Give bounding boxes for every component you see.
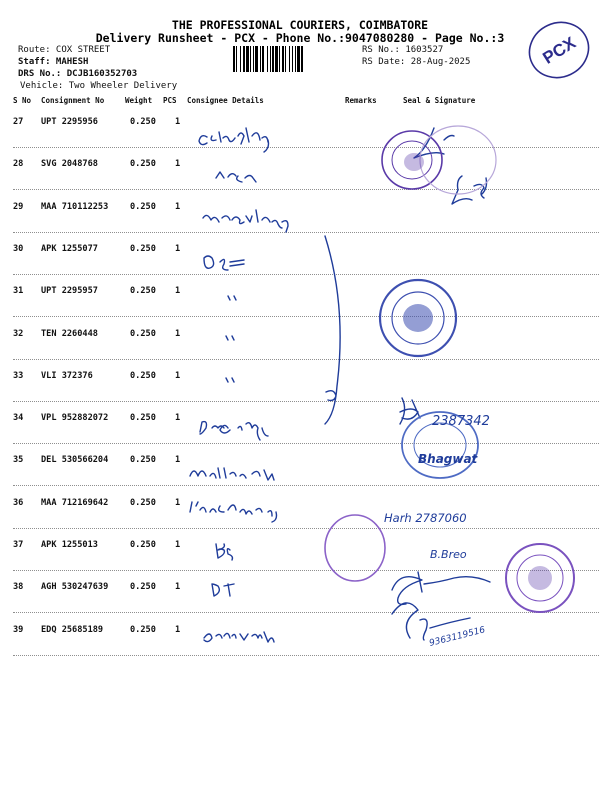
row-pcs: 1 [175, 497, 181, 508]
table-row [13, 402, 600, 444]
row-sno: 34 [13, 413, 24, 424]
row-pcs: 1 [175, 413, 181, 424]
table-row [13, 148, 600, 190]
row-pcs: 1 [175, 455, 181, 466]
row-consignment-no: DEL 530566204 [41, 455, 109, 466]
row-weight: 0.250 [130, 624, 156, 635]
table-row [13, 487, 600, 529]
row-divider [13, 655, 600, 656]
rs-number: RS No.: 1603527 [362, 45, 444, 55]
row-sno: 36 [13, 497, 24, 508]
phone-note-34: 2387342 [432, 414, 490, 429]
column-header-consignee: Consignee Details [187, 96, 264, 105]
route-label: Route: COX STREET [18, 45, 111, 55]
row-sno: 29 [13, 201, 24, 212]
row-sno: 30 [13, 243, 24, 254]
row-weight: 0.250 [130, 328, 156, 339]
column-header-remarks: Remarks [345, 96, 377, 105]
table-row [13, 614, 600, 656]
vehicle-label: Vehicle: Two Wheeler Delivery [20, 81, 178, 91]
row-sno: 32 [13, 328, 24, 339]
row-weight: 0.250 [130, 582, 156, 593]
table-row [13, 191, 600, 233]
table-row [13, 529, 600, 571]
row-pcs: 1 [175, 159, 181, 170]
column-header-pcs: PCS [163, 96, 177, 105]
row-consignment-no: MAA 712169642 [41, 497, 109, 508]
table-row [13, 318, 600, 360]
runsheet-subtitle: Delivery Runsheet - PCX - Phone No.:9047080280 - Page No.:3 [95, 31, 505, 45]
table-row [13, 106, 600, 148]
drs-number: DRS No.: DCJB160352703 [18, 69, 138, 79]
pcx-stamp-label: PCX [539, 33, 580, 68]
row-weight: 0.250 [130, 370, 156, 381]
row-consignment-no: VPL 952882072 [41, 413, 109, 424]
row-pcs: 1 [175, 370, 181, 381]
row-consignment-no: TEN 2260448 [41, 328, 98, 339]
row-consignment-no: MAA 710112253 [41, 201, 109, 212]
phone-note-39: 9363119516 [428, 625, 487, 649]
phone-note-36: Harh 2787060 [384, 511, 467, 525]
row-sno: 33 [13, 370, 24, 381]
recipient-name-35: Bhagwat [418, 452, 478, 466]
staff-label: Staff: MAHESH [18, 57, 89, 67]
pcx-stamp [526, 20, 592, 80]
column-header-sno: S No [13, 96, 32, 105]
row-pcs: 1 [175, 201, 181, 212]
row-pcs: 1 [175, 243, 181, 254]
table-row [13, 275, 600, 317]
row-pcs: 1 [175, 117, 181, 127]
row-sno: 35 [13, 455, 24, 466]
row-consignment-no: UPT 2295957 [41, 286, 98, 297]
row-weight: 0.250 [130, 413, 156, 424]
signature-37: B.Breo [430, 548, 467, 561]
column-header-seal: Seal & Signature [403, 96, 476, 105]
company-title: THE PROFESSIONAL COURIERS, COIMBATORE [171, 18, 429, 32]
row-weight: 0.250 [130, 117, 156, 127]
column-header-weight: Weight [125, 96, 153, 105]
row-consignment-no: EDQ 25685189 [41, 624, 104, 635]
row-pcs: 1 [175, 328, 181, 339]
row-weight: 0.250 [130, 243, 156, 254]
row-sno: 37 [13, 540, 24, 550]
table-row [13, 571, 600, 613]
row-weight: 0.250 [130, 497, 156, 508]
table-row [13, 233, 600, 275]
column-header-consignment: Consignment No [41, 96, 105, 105]
row-consignment-no: VLI 372376 [41, 370, 93, 381]
row-pcs: 1 [175, 540, 181, 550]
row-weight: 0.250 [130, 201, 156, 212]
row-weight: 0.250 [130, 159, 156, 170]
row-consignment-no: APK 1255077 [41, 243, 98, 254]
row-consignment-no: SVG 2048768 [41, 159, 98, 170]
table-row [13, 444, 600, 486]
row-sno: 27 [13, 117, 24, 127]
row-pcs: 1 [175, 624, 181, 635]
row-sno: 31 [13, 286, 24, 297]
row-sno: 39 [13, 624, 24, 635]
row-weight: 0.250 [130, 540, 156, 550]
row-sno: 28 [13, 159, 24, 170]
row-pcs: 1 [175, 286, 181, 297]
row-weight: 0.250 [130, 286, 156, 297]
rs-date: RS Date: 28-Aug-2025 [362, 57, 471, 67]
row-consignment-no: UPT 2295956 [41, 117, 98, 127]
row-consignment-no: APK 1255013 [41, 540, 98, 550]
row-weight: 0.250 [130, 455, 156, 466]
row-consignment-no: AGH 530247639 [41, 582, 109, 593]
table-row [13, 360, 600, 402]
row-sno: 38 [13, 582, 24, 593]
row-pcs: 1 [175, 582, 181, 593]
barcode [232, 46, 356, 72]
